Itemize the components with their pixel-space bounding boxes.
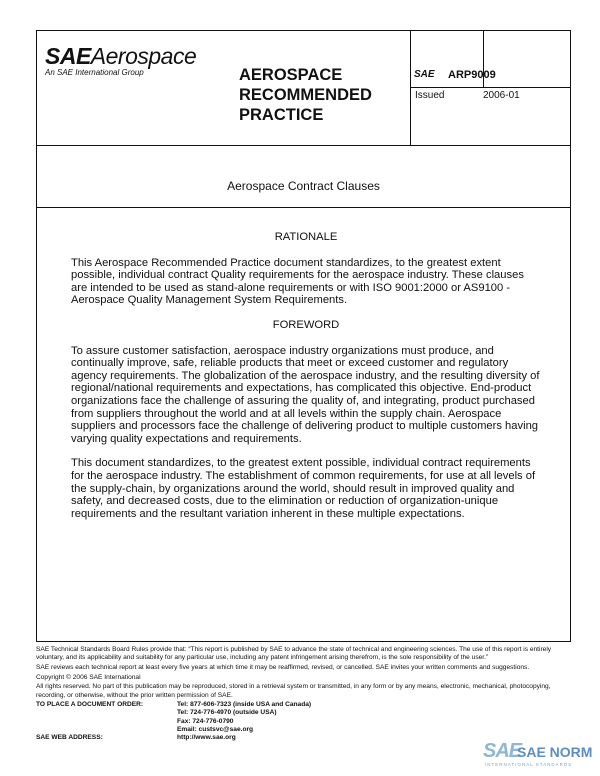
order-contact — [36, 701, 576, 734]
issued-date: 2006-01 — [483, 90, 520, 101]
document-frame — [36, 30, 571, 642]
tel-inside: Tel: 877-606-7323 (inside USA and Canada) — [177, 701, 312, 709]
review-notice: SAE reviews each technical report at least every five years at which time it may be reaffirmed, revised, or cancelled. SAE invites your written comments and suggestions. — [36, 663, 530, 671]
email-link[interactable]: Email: custsvc@sae.org — [177, 725, 254, 733]
copyright-notice: Copyright © 2006 SAE International — [36, 673, 141, 681]
stamp-sae: SAE — [483, 740, 522, 762]
sae-aerospace-logo — [45, 44, 196, 77]
order-label: TO PLACE A DOCUMENT ORDER: — [36, 701, 144, 709]
header-bottom-rule — [37, 145, 570, 146]
tel-outside: Tel: 724-776-4970 (outside USA) — [177, 709, 277, 717]
logo-wordmark: SAEAerospace — [45, 43, 197, 69]
document-number: ARP9009 — [448, 69, 496, 81]
fax-number: Fax: 724-776-0790 — [177, 717, 234, 725]
rationale-heading: RATIONALE — [274, 231, 338, 243]
sae-norm-stamp — [483, 740, 593, 770]
sae-mark: SAE — [414, 69, 435, 80]
foreword-paragraph-2: This document standardizes, to the greatest extent possible, individual contract requirements for the aerospace industry. The establishment of common requirements, for use at all levels of the supply-chain, by organizations around the world, should result in improved quality and safety, and decreased costs, due to the elimination or reduction of organization-unique requirements and the resultant variation inherent in these multiple expectations. — [71, 457, 536, 520]
header-inner-rule — [410, 87, 570, 88]
foreword-heading: FOREWORD — [272, 318, 340, 331]
web-link[interactable]: http://www.sae.org — [177, 734, 236, 742]
title-bottom-rule — [37, 207, 570, 208]
rationale-paragraph: This Aerospace Recommended Practice document standardizes, to the greatest extent possible, individual contract Quality requirements for the aerospace industry. These clauses are intended to be used as stand-alone requirements or with ISO 9001:2000 or AS9100 - Aerospace Quality Management System Requirements. — [71, 256, 524, 307]
document-title: Aerospace Contract Clauses — [227, 179, 380, 193]
document-type: AEROSPACE RECOMMENDED PRACTICE — [239, 66, 372, 124]
issued-label: Issued — [415, 90, 445, 101]
stamp-norm: SAE NORM — [517, 744, 593, 760]
stamp-small: INTERNATIONAL STANDARDS — [485, 762, 573, 767]
document-body — [71, 231, 541, 532]
web-label: SAE WEB ADDRESS: — [36, 734, 103, 742]
header-divider-1 — [410, 31, 411, 145]
logo-subtitle: An SAE International Group — [45, 68, 144, 77]
order-details — [177, 701, 311, 734]
legal-footer — [36, 646, 576, 742]
rules-notice: SAE Technical Standards Board Rules provide that: “This report is published by SAE to advance the state of technical and engineering sciences. The use of this report is entirely voluntary, and its applicability and suitability for any particular use, including any patent infringement arising therefrom, is the sole responsibility of the user.” — [36, 646, 552, 662]
rights-notice: All rights reserved. No part of this publication may be reproduced, stored in a retrieval system or transmitted, in any form or by any means, electronic, mechanical, photocopying, recording, or otherwise, without the prior written permission of SAE. — [36, 683, 551, 699]
foreword-paragraph-1: To assure customer satisfaction, aerospace industry organizations must produce, and continually improve, safe, reliable products that meet or exceed customer and regulatory agency requirements. The globalization of the aerospace industry, and the resulting diversity of regional/national requirements and expectations, has complicated this objective. End-product organizations face the challenge of assuring the quality of, and integrating, product purchased from suppliers throughout the world and at all levels within the supply chain. Aerospace suppliers and processors face the challenge of delivering product to multiple customers having varying quality expectations and requirements. — [71, 344, 540, 445]
